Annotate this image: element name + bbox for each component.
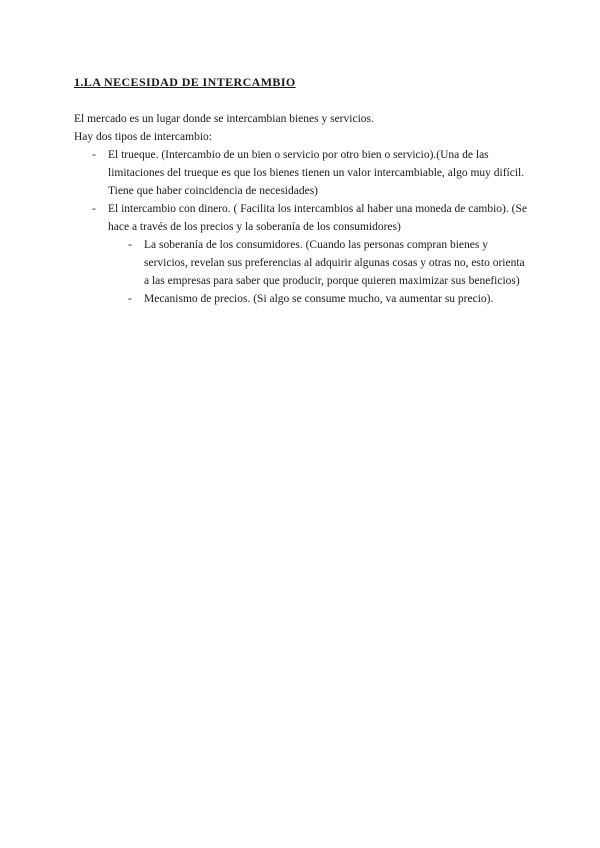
bullet-dash: - [92, 203, 96, 215]
list-item-trueque [92, 146, 532, 200]
sub-item-precios [128, 290, 528, 308]
document-title: 1.LA NECESIDAD DE INTERCAMBIO [74, 75, 296, 89]
list-item-text: El trueque. (Intercambio de un bien o servicio por otro bien o servicio).(Una de las limitaciones del trueque es que los bienes tienen un valor intercambiable, algo muy difícil. Tiene que haber coincidencia de necesidades) [108, 149, 525, 197]
sub-item-text: La soberanía de los consumidores. (Cuando las personas compran bienes y servicios, revelan sus preferencias al adquirir algunas cosas y otras no, esto orienta a las empresas para saber que producir, porque quieren maximizar sus beneficios) [144, 239, 525, 287]
list-item-text: El intercambio con dinero. ( Facilita los intercambios al haber una moneda de cambio). (Se hace a través de los precios y la soberanía de los consumidores) [108, 203, 527, 233]
paragraph-mercado: El mercado es un lugar donde se intercambian bienes y servicios. [74, 113, 374, 125]
bullet-dash: - [92, 149, 96, 161]
bullet-dash: - [128, 239, 132, 251]
sub-item-text: Mecanismo de precios. (Si algo se consume mucho, va aumentar su precio). [144, 293, 494, 305]
bullet-dash: - [128, 293, 132, 305]
sub-item-soberania [128, 236, 528, 290]
exchange-types-list [92, 146, 532, 308]
paragraph-tipos: Hay dos tipos de intercambio: [74, 131, 212, 143]
list-item-dinero [92, 200, 532, 308]
sub-list [128, 236, 528, 308]
